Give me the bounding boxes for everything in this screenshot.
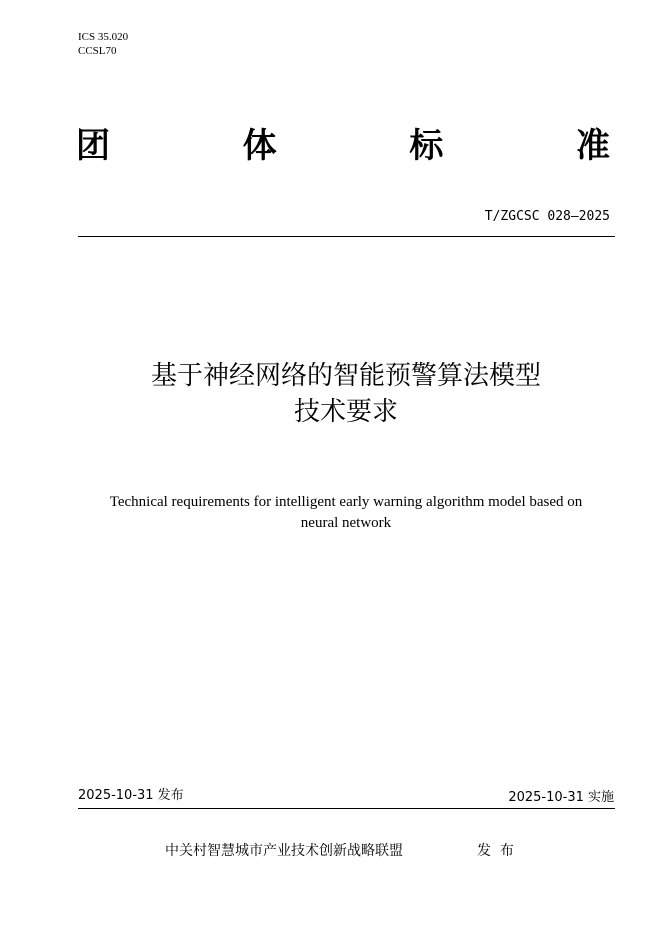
english-title-line-1: Technical requirements for intelligent early warning algorithm model based on bbox=[109, 494, 583, 510]
standard-type-char-4: 准 bbox=[575, 126, 610, 166]
standard-number: T/ZGCSC 028—2025 bbox=[484, 209, 610, 224]
publisher-name: 中关村智慧城市产业技术创新战略联盟 bbox=[165, 843, 403, 859]
chinese-title-line-1: 基于神经网络的智能预警算法模型 bbox=[150, 361, 541, 391]
standard-type-char-1: 团 bbox=[76, 126, 110, 166]
chinese-title-line-2: 技术要求 bbox=[293, 397, 398, 427]
top-divider bbox=[78, 236, 615, 237]
standard-type-char-3: 标 bbox=[409, 126, 444, 166]
publish-label: 发 布 bbox=[477, 843, 514, 859]
ics-code: ICS 35.020 bbox=[78, 31, 129, 43]
bottom-divider bbox=[78, 808, 615, 809]
english-title bbox=[96, 492, 596, 534]
chinese-title bbox=[0, 358, 662, 430]
issue-date: 2025-10-31 发布 bbox=[78, 788, 184, 803]
standard-type-char-2: 体 bbox=[242, 126, 277, 166]
english-title-line-2: neural network bbox=[300, 515, 392, 531]
ccs-code: CCSL70 bbox=[78, 45, 117, 57]
standard-type-heading bbox=[76, 124, 610, 168]
classification-codes bbox=[78, 30, 128, 58]
implementation-date: 2025-10-31 实施 bbox=[508, 790, 614, 805]
